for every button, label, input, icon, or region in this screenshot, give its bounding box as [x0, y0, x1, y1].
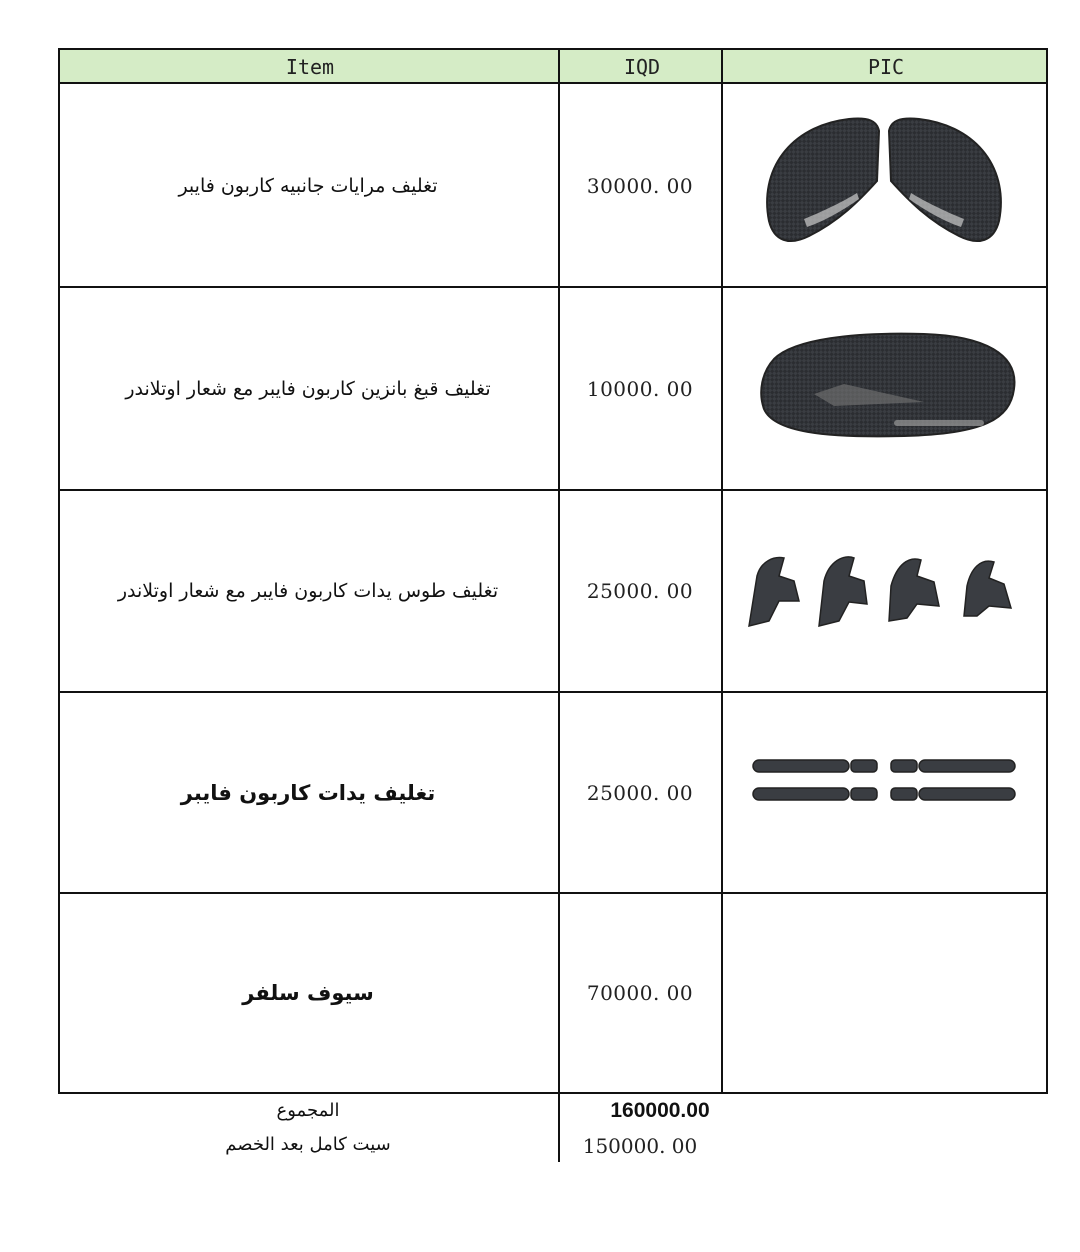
empty-picture-cell [722, 894, 1046, 1092]
table-row [58, 491, 1048, 691]
table-row [58, 693, 1048, 892]
item-name: تغليف قبغ بانزين كاربون فايبر مع شعار اوتلاندر [125, 377, 491, 400]
table-row [58, 894, 1048, 1092]
price-summary [58, 1094, 1050, 1164]
item-price: 70000. 00 [586, 981, 694, 1005]
table-header [58, 48, 1048, 84]
item-price: 25000. 00 [586, 579, 694, 603]
total-label: المجموع [276, 1100, 340, 1121]
door-bowl-covers-image [722, 491, 1046, 691]
header-iqd: IQD [623, 55, 661, 79]
discount-label: سيت كامل بعد الخصم [225, 1134, 391, 1155]
item-price: 25000. 00 [586, 780, 694, 805]
header-item: Item [285, 55, 335, 79]
total-value: 160000.00 [610, 1099, 710, 1122]
fuel-cap-cover-image [722, 288, 1046, 489]
table-row [58, 288, 1048, 489]
item-name: تغليف مرايات جانبيه كاربون فايبر [178, 175, 438, 197]
table-row [58, 86, 1048, 286]
item-name: تغليف طوس يدات كاربون فايبر مع شعار اوتلاندر [117, 580, 499, 602]
item-name: سيوف سلفر [242, 981, 374, 1005]
item-price: 30000. 00 [586, 174, 694, 198]
header-pic: PIC [867, 55, 905, 79]
item-name: تغليف يدات كاربون فايبر [180, 780, 436, 805]
item-price: 10000. 00 [586, 376, 694, 401]
door-handle-covers-image [722, 693, 1046, 892]
side-mirror-covers-image [722, 86, 1046, 286]
discount-value: 150000. 00 [582, 1134, 698, 1158]
